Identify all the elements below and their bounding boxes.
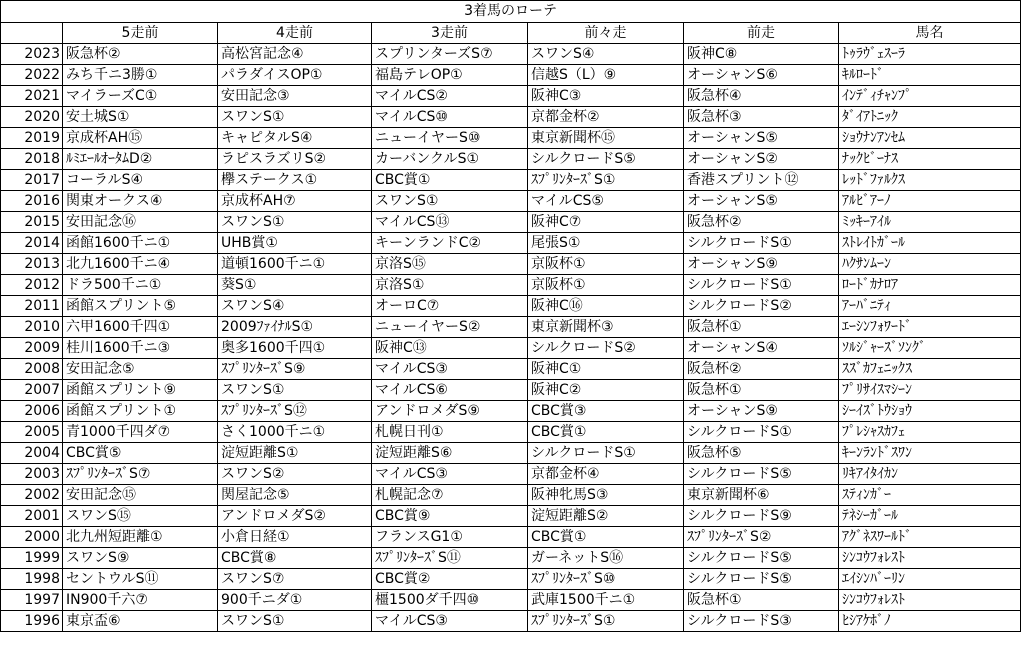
cell-horse-name: ｿﾙｼﾞｬｰｽﾞｿﾝｸﾞ [839,338,1021,359]
cell-last-race: 阪急杯② [684,359,839,380]
cell-2-races-ago: CBC賞① [528,422,684,443]
cell-year: 2013 [1,254,63,275]
table-title: 3着馬のローテ [1,1,1021,23]
cell-year: 2009 [1,338,63,359]
cell-5-races-ago: ｽﾌﾟﾘﾝﾀｰｽﾞS⑦ [63,464,218,485]
cell-2-races-ago: 京阪杯① [528,275,684,296]
cell-horse-name: ｽｽﾞｶﾌｪﾆｯｸｽ [839,359,1021,380]
cell-horse-name: ﾌﾟﾚｼｬｽｶﾌｪ [839,422,1021,443]
cell-3-races-ago: 札幌記念⑦ [372,485,528,506]
cell-horse-name: ﾅｯｸﾋﾞｰﾅｽ [839,149,1021,170]
cell-5-races-ago: セントウルS⑪ [63,569,218,590]
cell-last-race: 東京新聞杯⑥ [684,485,839,506]
cell-2-races-ago: 阪神C③ [528,86,684,107]
cell-4-races-ago: 奥多1600千四① [218,338,372,359]
cell-5-races-ago: 函館1600千ニ① [63,233,218,254]
cell-3-races-ago: キーンランドC② [372,233,528,254]
cell-last-race: オーシャンS⑨ [684,401,839,422]
cell-last-race: シルクロードS⑤ [684,464,839,485]
cell-5-races-ago: スワンS⑮ [63,506,218,527]
header-last-race: 前走 [684,23,839,44]
cell-horse-name: ｲﾝﾃﾞｨﾁｬﾝﾌﾟ [839,86,1021,107]
cell-5-races-ago: 安田記念⑮ [63,485,218,506]
cell-horse-name: ｼｰｲｽﾞﾄｳｼｮｳ [839,401,1021,422]
table-row [1,443,1021,464]
cell-last-race: オーシャンS⑤ [684,128,839,149]
table-row [1,590,1021,611]
cell-5-races-ago: 京成杯AH⑮ [63,128,218,149]
cell-4-races-ago: 900千ニダ① [218,590,372,611]
cell-4-races-ago: ｽﾌﾟﾘﾝﾀｰｽﾞS⑫ [218,401,372,422]
cell-4-races-ago: スワンS① [218,212,372,233]
cell-5-races-ago: ドラ500千ニ① [63,275,218,296]
cell-year: 2020 [1,107,63,128]
cell-5-races-ago: 東京盃⑥ [63,611,218,632]
cell-horse-name: ｱｰﾊﾞﾆﾃｨ [839,296,1021,317]
cell-4-races-ago: 2009ﾌｧｲﾅﾙS① [218,317,372,338]
cell-5-races-ago: 六甲1600千四① [63,317,218,338]
cell-year: 2005 [1,422,63,443]
cell-4-races-ago: CBC賞⑧ [218,548,372,569]
cell-last-race: オーシャンS④ [684,338,839,359]
table-row [1,65,1021,86]
cell-3-races-ago: マイルCS③ [372,464,528,485]
cell-2-races-ago: 京都金杯④ [528,464,684,485]
table-row [1,296,1021,317]
header-horse-name: 馬名 [839,23,1021,44]
cell-2-races-ago: CBC賞③ [528,401,684,422]
cell-year: 2017 [1,170,63,191]
header-year [1,23,63,44]
cell-year: 2002 [1,485,63,506]
cell-3-races-ago: アンドロメダS⑨ [372,401,528,422]
cell-last-race: 香港スプリント⑫ [684,170,839,191]
cell-5-races-ago: 安田記念⑯ [63,212,218,233]
cell-horse-name: ﾘｷｱｲﾀｲｶﾝ [839,464,1021,485]
cell-3-races-ago: ニューイヤーS② [372,317,528,338]
table-row [1,191,1021,212]
cell-5-races-ago: 青1000千四ダ⑦ [63,422,218,443]
cell-4-races-ago: パラダイスOP① [218,65,372,86]
cell-4-races-ago: さく1000千ニ① [218,422,372,443]
cell-5-races-ago: ﾙﾐｴｰﾙｵｰﾀﾑD② [63,149,218,170]
cell-horse-name: ﾄｩﾗｳﾞｪｽｰﾗ [839,44,1021,65]
cell-3-races-ago: 阪神C⑬ [372,338,528,359]
cell-year: 2012 [1,275,63,296]
table-row [1,107,1021,128]
cell-5-races-ago: 桂川1600千ニ③ [63,338,218,359]
table-row [1,338,1021,359]
cell-year: 2018 [1,149,63,170]
cell-2-races-ago: ｽﾌﾟﾘﾝﾀｰｽﾞS① [528,170,684,191]
cell-year: 2004 [1,443,63,464]
cell-year: 2008 [1,359,63,380]
table-row [1,380,1021,401]
table-row [1,149,1021,170]
cell-3-races-ago: CBC賞⑨ [372,506,528,527]
cell-4-races-ago: ｽﾌﾟﾘﾝﾀｰｽﾞS⑨ [218,359,372,380]
table-row [1,275,1021,296]
cell-3-races-ago: マイルCS⑬ [372,212,528,233]
cell-3-races-ago: 淀短距離S⑥ [372,443,528,464]
cell-last-race: 阪急杯① [684,380,839,401]
cell-4-races-ago: 淀短距離S① [218,443,372,464]
cell-5-races-ago: みち千ニ3勝① [63,65,218,86]
cell-4-races-ago: キャピタルS④ [218,128,372,149]
cell-4-races-ago: 関屋記念⑤ [218,485,372,506]
cell-3-races-ago: マイルCS⑥ [372,380,528,401]
cell-4-races-ago: スワンS① [218,380,372,401]
cell-horse-name: ｼﾝｺｳﾌｫﾚｽﾄ [839,590,1021,611]
cell-3-races-ago: フランスG1① [372,527,528,548]
header-row [1,23,1021,44]
cell-4-races-ago: 小倉日経① [218,527,372,548]
cell-horse-name: ｽﾃｨﾝｶﾞｰ [839,485,1021,506]
cell-3-races-ago: ｽﾌﾟﾘﾝﾀｰｽﾞS⑪ [372,548,528,569]
table-row [1,527,1021,548]
cell-horse-name: ｷｰﾝﾗﾝﾄﾞｽﾜﾝ [839,443,1021,464]
cell-3-races-ago: マイルCS② [372,86,528,107]
cell-year: 2010 [1,317,63,338]
cell-4-races-ago: 高松宮記念④ [218,44,372,65]
cell-year: 2022 [1,65,63,86]
cell-5-races-ago: 北九1600千ニ④ [63,254,218,275]
cell-2-races-ago: 阪神C⑦ [528,212,684,233]
cell-4-races-ago: スワンS⑦ [218,569,372,590]
cell-year: 1996 [1,611,63,632]
cell-horse-name: ﾀﾞｲｱﾄﾆｯｸ [839,107,1021,128]
header-4-races-ago: 4走前 [218,23,372,44]
cell-last-race: シルクロードS③ [684,611,839,632]
cell-5-races-ago: 安田記念⑤ [63,359,218,380]
table-body [1,44,1021,632]
cell-5-races-ago: 函館スプリント⑨ [63,380,218,401]
cell-3-races-ago: CBC賞② [372,569,528,590]
table-row [1,548,1021,569]
cell-5-races-ago: 安土城S① [63,107,218,128]
cell-horse-name: ｼﾝｺｳﾌｫﾚｽﾄ [839,548,1021,569]
cell-5-races-ago: スワンS⑨ [63,548,218,569]
cell-2-races-ago: シルクロードS② [528,338,684,359]
cell-4-races-ago: 欅ステークス① [218,170,372,191]
cell-3-races-ago: マイルCS③ [372,359,528,380]
cell-last-race: シルクロードS① [684,275,839,296]
cell-horse-name: ﾊｸｻﾝﾑｰﾝ [839,254,1021,275]
cell-horse-name: ｴｲｼﾝﾊﾞｰﾘﾝ [839,569,1021,590]
table-row [1,506,1021,527]
cell-3-races-ago: 京洛S⑮ [372,254,528,275]
cell-last-race: 阪神C⑧ [684,44,839,65]
cell-horse-name: ｱﾙﾋﾞｱｰﾉ [839,191,1021,212]
cell-last-race: シルクロードS⑤ [684,548,839,569]
cell-5-races-ago: 北九州短距離① [63,527,218,548]
cell-2-races-ago: マイルCS⑤ [528,191,684,212]
cell-5-races-ago: 関東オークス④ [63,191,218,212]
cell-3-races-ago: カーバンクルS① [372,149,528,170]
cell-year: 2019 [1,128,63,149]
cell-5-races-ago: 函館スプリント⑤ [63,296,218,317]
cell-last-race: シルクロードS② [684,296,839,317]
table-row [1,44,1021,65]
cell-last-race: オーシャンS⑨ [684,254,839,275]
cell-last-race: 阪急杯⑤ [684,443,839,464]
cell-horse-name: ﾌﾟﾘｻｲｽﾏｼｰﾝ [839,380,1021,401]
cell-2-races-ago: CBC賞① [528,527,684,548]
table-row [1,233,1021,254]
cell-last-race: ｽﾌﾟﾘﾝﾀｰｽﾞS② [684,527,839,548]
cell-year: 2000 [1,527,63,548]
cell-2-races-ago: シルクロードS① [528,443,684,464]
cell-last-race: 阪急杯② [684,212,839,233]
cell-year: 2014 [1,233,63,254]
cell-horse-name: ｱｸﾞﾈｽﾜｰﾙﾄﾞ [839,527,1021,548]
cell-year: 1997 [1,590,63,611]
cell-2-races-ago: シルクロードS⑤ [528,149,684,170]
cell-year: 1998 [1,569,63,590]
cell-3-races-ago: マイルCS③ [372,611,528,632]
cell-year: 2021 [1,86,63,107]
cell-2-races-ago: ガーネットS⑯ [528,548,684,569]
cell-horse-name: ﾃﾈｼｰｶﾞｰﾙ [839,506,1021,527]
cell-2-races-ago: 京都金杯② [528,107,684,128]
table-row [1,86,1021,107]
table-row [1,422,1021,443]
cell-2-races-ago: 武庫1500千ニ① [528,590,684,611]
cell-last-race: シルクロードS⑨ [684,506,839,527]
cell-horse-name: ｷﾙﾛｰﾄﾞ [839,65,1021,86]
cell-2-races-ago: ｽﾌﾟﾘﾝﾀｰｽﾞS⑩ [528,569,684,590]
cell-5-races-ago: マイラーズC① [63,86,218,107]
cell-year: 2023 [1,44,63,65]
cell-horse-name: ﾐｯｷｰｱｲﾙ [839,212,1021,233]
cell-3-races-ago: ニューイヤーS⑩ [372,128,528,149]
cell-5-races-ago: コーラルS④ [63,170,218,191]
cell-3-races-ago: オーロC⑦ [372,296,528,317]
cell-last-race: オーシャンS⑤ [684,191,839,212]
table-row [1,254,1021,275]
cell-horse-name: ﾋｼｱｹﾎﾞﾉ [839,611,1021,632]
cell-2-races-ago: 阪神C⑯ [528,296,684,317]
cell-4-races-ago: 京成杯AH⑦ [218,191,372,212]
cell-3-races-ago: 橿1500ダ千四⑩ [372,590,528,611]
cell-2-races-ago: 京阪杯① [528,254,684,275]
cell-year: 1999 [1,548,63,569]
cell-horse-name: ﾚｯﾄﾞﾌｧﾙｸｽ [839,170,1021,191]
cell-last-race: 阪急杯③ [684,107,839,128]
cell-2-races-ago: 信越S（L）⑨ [528,65,684,86]
cell-3-races-ago: マイルCS⑩ [372,107,528,128]
cell-4-races-ago: ラピスラズリS② [218,149,372,170]
cell-4-races-ago: スワンS① [218,611,372,632]
cell-year: 2016 [1,191,63,212]
cell-year: 2011 [1,296,63,317]
header-3-races-ago: 3走前 [372,23,528,44]
table-row [1,128,1021,149]
cell-4-races-ago: 道頓1600千ニ① [218,254,372,275]
cell-4-races-ago: スワンS② [218,464,372,485]
cell-3-races-ago: スプリンターズS⑦ [372,44,528,65]
cell-4-races-ago: 安田記念③ [218,86,372,107]
cell-3-races-ago: 札幌日刊① [372,422,528,443]
cell-3-races-ago: スワンS① [372,191,528,212]
table-row [1,569,1021,590]
cell-horse-name: ﾛｰﾄﾞｶﾅﾛｱ [839,275,1021,296]
cell-5-races-ago: IN900千六⑦ [63,590,218,611]
cell-3-races-ago: 福島テレOP① [372,65,528,86]
cell-2-races-ago: ｽﾌﾟﾘﾝﾀｰｽﾞS① [528,611,684,632]
cell-2-races-ago: 東京新聞杯⑮ [528,128,684,149]
cell-last-race: オーシャンS② [684,149,839,170]
cell-year: 2006 [1,401,63,422]
cell-horse-name: ｼｮｳﾅﾝｱﾝｾﾑ [839,128,1021,149]
cell-year: 2015 [1,212,63,233]
cell-last-race: 阪急杯④ [684,86,839,107]
cell-2-races-ago: 阪神牝馬S③ [528,485,684,506]
cell-2-races-ago: 淀短距離S② [528,506,684,527]
header-2-races-ago: 前々走 [528,23,684,44]
cell-2-races-ago: 阪神C② [528,380,684,401]
table-row [1,359,1021,380]
table-row [1,485,1021,506]
cell-last-race: シルクロードS① [684,233,839,254]
cell-4-races-ago: UHB賞① [218,233,372,254]
cell-horse-name: ｽﾄﾚｲﾄｶﾞｰﾙ [839,233,1021,254]
cell-2-races-ago: 阪神C① [528,359,684,380]
table-row [1,611,1021,632]
cell-year: 2003 [1,464,63,485]
cell-last-race: 阪急杯① [684,590,839,611]
cell-last-race: シルクロードS⑤ [684,569,839,590]
cell-year: 2007 [1,380,63,401]
cell-5-races-ago: 函館スプリント① [63,401,218,422]
cell-5-races-ago: 阪急杯② [63,44,218,65]
cell-4-races-ago: アンドロメダS② [218,506,372,527]
table-row [1,401,1021,422]
cell-5-races-ago: CBC賞⑤ [63,443,218,464]
cell-last-race: オーシャンS⑥ [684,65,839,86]
cell-4-races-ago: スワンS① [218,107,372,128]
cell-2-races-ago: 東京新聞杯③ [528,317,684,338]
table-row [1,317,1021,338]
cell-2-races-ago: スワンS④ [528,44,684,65]
cell-3-races-ago: CBC賞① [372,170,528,191]
table-row [1,212,1021,233]
title-row [1,1,1021,23]
cell-2-races-ago: 尾張S① [528,233,684,254]
cell-3-races-ago: 京洛S① [372,275,528,296]
table-row [1,170,1021,191]
header-5-races-ago: 5走前 [63,23,218,44]
cell-last-race: シルクロードS① [684,422,839,443]
cell-4-races-ago: スワンS④ [218,296,372,317]
cell-4-races-ago: 葵S① [218,275,372,296]
cell-last-race: 阪急杯① [684,317,839,338]
table-row [1,464,1021,485]
cell-horse-name: ｴｰｼﾝﾌｫﾜｰﾄﾞ [839,317,1021,338]
cell-year: 2001 [1,506,63,527]
